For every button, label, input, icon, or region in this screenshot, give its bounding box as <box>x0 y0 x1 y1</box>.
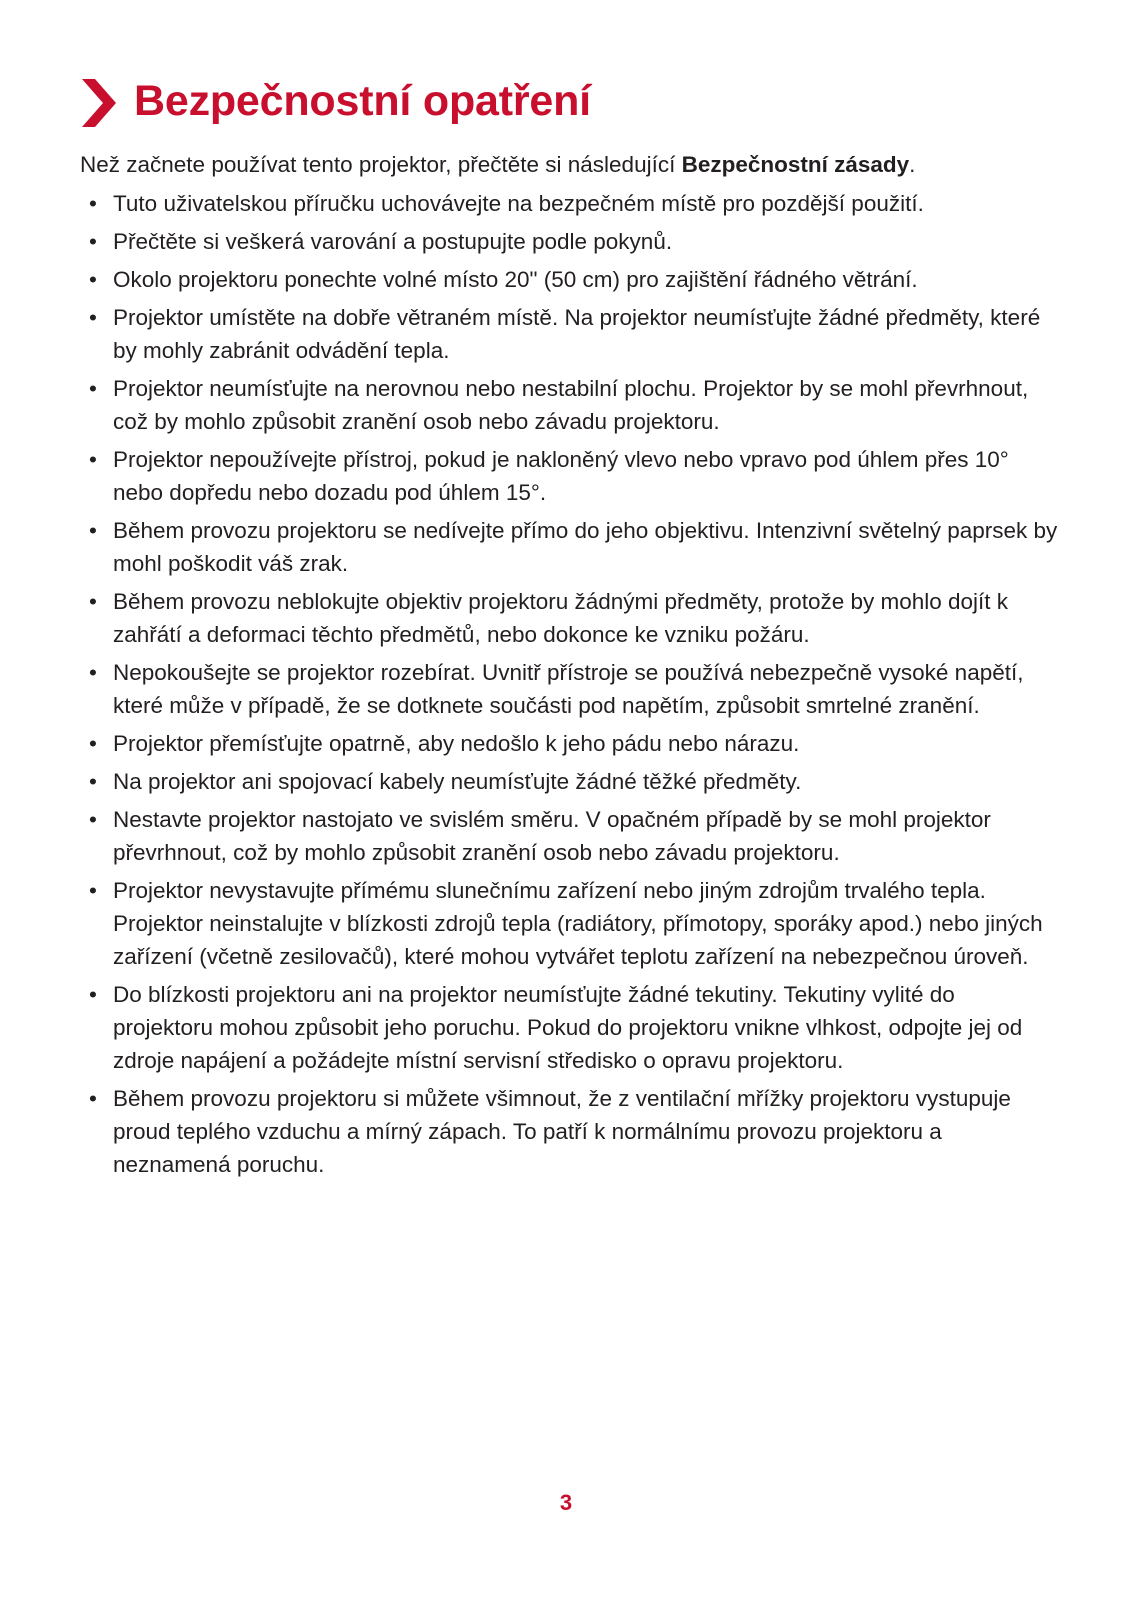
bullet-dot: • <box>89 660 97 685</box>
safety-content <box>80 148 1060 1186</box>
intro-bold-text: Bezpečnostní zásady <box>681 152 910 177</box>
list-item <box>80 585 1060 651</box>
bullet-dot: • <box>89 229 97 254</box>
list-item <box>80 443 1060 509</box>
bullet-dot: • <box>89 191 97 216</box>
bullet-dot: • <box>89 769 97 794</box>
bullet-dot: • <box>89 589 97 614</box>
bullet-dot: • <box>89 878 97 903</box>
page-number: 3 <box>559 1490 573 1515</box>
list-item-text: Během provozu neblokujte objektiv projektoru žádnými předměty, protože by mohlo dojít k zahřátí a deformaci těchto předmětů, nebo dokonce ke vzniku požáru. <box>113 589 1009 647</box>
list-item-text: Do blízkosti projektoru ani na projektor neumísťujte žádné tekutiny. Tekutiny vylité do projektoru mohou způsobit jeho poruchu. Pokud do projektoru vnikne vlhkost, odpojte jej od zdroje napájení a požádejte místní servisní středisko o opravu projektoru. <box>113 982 1023 1073</box>
bullet-dot: • <box>89 376 97 401</box>
list-item-text: Během provozu projektoru si můžete všimnout, že z ventilační mřížky projektoru vystupuje proud teplého vzduchu a mírný zápach. To patří k normálnímu provozu projektoru a neznamená poruchu. <box>113 1086 1011 1177</box>
list-item <box>80 263 1060 296</box>
list-item <box>80 727 1060 760</box>
bullet-dot: • <box>89 731 97 756</box>
list-item <box>80 874 1060 973</box>
list-item <box>80 514 1060 580</box>
intro-text: Než začnete používat tento projektor, přečtěte si následující <box>80 152 682 177</box>
list-item <box>80 656 1060 722</box>
list-item-text: Projektor umístěte na dobře větraném místě. Na projektor neumísťujte žádné předměty, které by mohly zabránit odvádění tepla. <box>113 305 1041 363</box>
intro-end: . <box>909 152 916 177</box>
bullet-dot: • <box>89 982 97 1007</box>
list-item-text: Nestavte projektor nastojato ve svislém směru. V opačném případě by se mohl projektor převrhnout, což by mohlo způsobit zranění osob nebo závadu projektoru. <box>113 807 991 865</box>
list-item-text: Nepokoušejte se projektor rozebírat. Uvnitř přístroje se používá nebezpečně vysoké napětí, které může v případě, že se dotknete součásti pod napětím, způsobit smrtelné zranění. <box>113 660 1024 718</box>
bullet-dot: • <box>89 267 97 292</box>
page-title: Bezpečnostní opatření <box>134 76 591 125</box>
bullet-dot: • <box>89 1086 97 1111</box>
intro-paragraph <box>80 148 1060 181</box>
section-heading <box>80 72 591 130</box>
bullet-dot: • <box>89 305 97 330</box>
list-item-text: Projektor neumísťujte na nerovnou nebo nestabilní plochu. Projektor by se mohl převrhnout, což by mohlo způsobit zranění osob nebo závadu projektoru. <box>113 376 1029 434</box>
safety-bullet-list <box>80 187 1060 1181</box>
list-item-text: Projektor přemísťujte opatrně, aby nedošlo k jeho pádu nebo nárazu. <box>113 731 800 756</box>
list-item <box>80 765 1060 798</box>
list-item <box>80 372 1060 438</box>
list-item <box>80 978 1060 1077</box>
list-item <box>80 1082 1060 1181</box>
list-item <box>80 301 1060 367</box>
bullet-dot: • <box>89 518 97 543</box>
bullet-dot: • <box>89 447 97 472</box>
list-item-text: Během provozu projektoru se nedívejte přímo do jeho objektivu. Intenzivní světelný paprsek by mohl poškodit váš zrak. <box>113 518 1058 576</box>
bullet-dot: • <box>89 807 97 832</box>
chevron-right-icon <box>80 76 118 130</box>
list-item-text: Tuto uživatelskou příručku uchovávejte na bezpečném místě pro pozdější použití. <box>113 191 924 216</box>
list-item <box>80 803 1060 869</box>
list-item-text: Přečtěte si veškerá varování a postupujte podle pokynů. <box>113 229 673 254</box>
list-item <box>80 225 1060 258</box>
list-item <box>80 187 1060 220</box>
list-item-text: Okolo projektoru ponechte volné místo 20" (50 cm) pro zajištění řádného větrání. <box>113 267 918 292</box>
list-item-text: Projektor nepoužívejte přístroj, pokud je nakloněný vlevo nebo vpravo pod úhlem přes 10° nebo dopředu nebo dozadu pod úhlem 15°. <box>113 447 1009 505</box>
list-item-text: Na projektor ani spojovací kabely neumísťujte žádné těžké předměty. <box>113 769 802 794</box>
list-item-text: Projektor nevystavujte přímému slunečnímu zařízení nebo jiným zdrojům trvalého tepla. Projektor neinstalujte v blízkosti zdrojů tepla (radiátory, přímotopy, sporáky apod.) nebo jiných zařízení (včetně zesilovačů), které mohou vytvářet teplotu zařízení na nebezpečnou úroveň. <box>113 878 1043 969</box>
